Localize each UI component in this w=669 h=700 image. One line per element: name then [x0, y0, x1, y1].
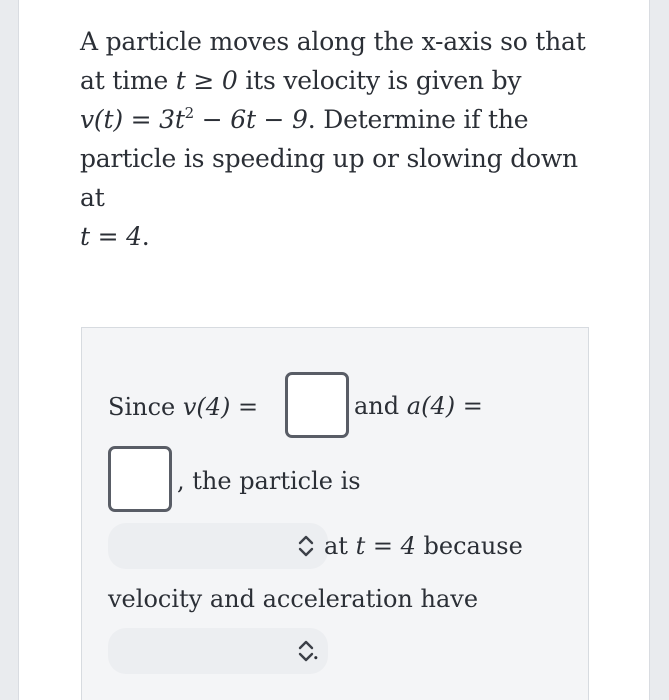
a4-input-box[interactable]: [108, 446, 172, 512]
ending-period: .: [312, 637, 320, 665]
time-variable: t: [175, 66, 186, 95]
chevron-up-down-icon: [297, 533, 315, 559]
question-line-4: particle is speeding up or slowing down at: [80, 144, 578, 212]
time-value: t = 4: [80, 222, 142, 251]
sign-relationship-dropdown[interactable]: [108, 628, 328, 674]
v4-input-box[interactable]: [285, 372, 349, 438]
motion-dropdown[interactable]: [108, 523, 328, 569]
question-line-2: at time t ≥ 0 its velocity is given by: [80, 66, 522, 95]
question-line-1: A particle moves along the x-axis so that: [80, 27, 586, 56]
velocity-function: $v(t) = 3t^2 - 6t - 9$: [80, 104, 308, 134]
particle-is-label: , the particle is: [177, 467, 361, 495]
and-a4-label: and a(4) =: [354, 392, 483, 420]
time-condition: ≥ 0: [185, 66, 238, 95]
at-t4-because-label: at t = 4 because: [324, 532, 523, 560]
question-line-5: t = 4.: [80, 222, 150, 251]
exponent: 2: [184, 104, 195, 122]
answer-panel: [81, 327, 589, 700]
question-line-3: $v(t) = 3t^2 - 6t - 9$. Determine if the: [80, 104, 529, 134]
since-v4-label: Since v(4) =: [108, 393, 259, 421]
question-card: [18, 0, 650, 700]
velocity-acceleration-label: velocity and acceleration have: [108, 585, 479, 613]
question-text: [80, 22, 600, 256]
